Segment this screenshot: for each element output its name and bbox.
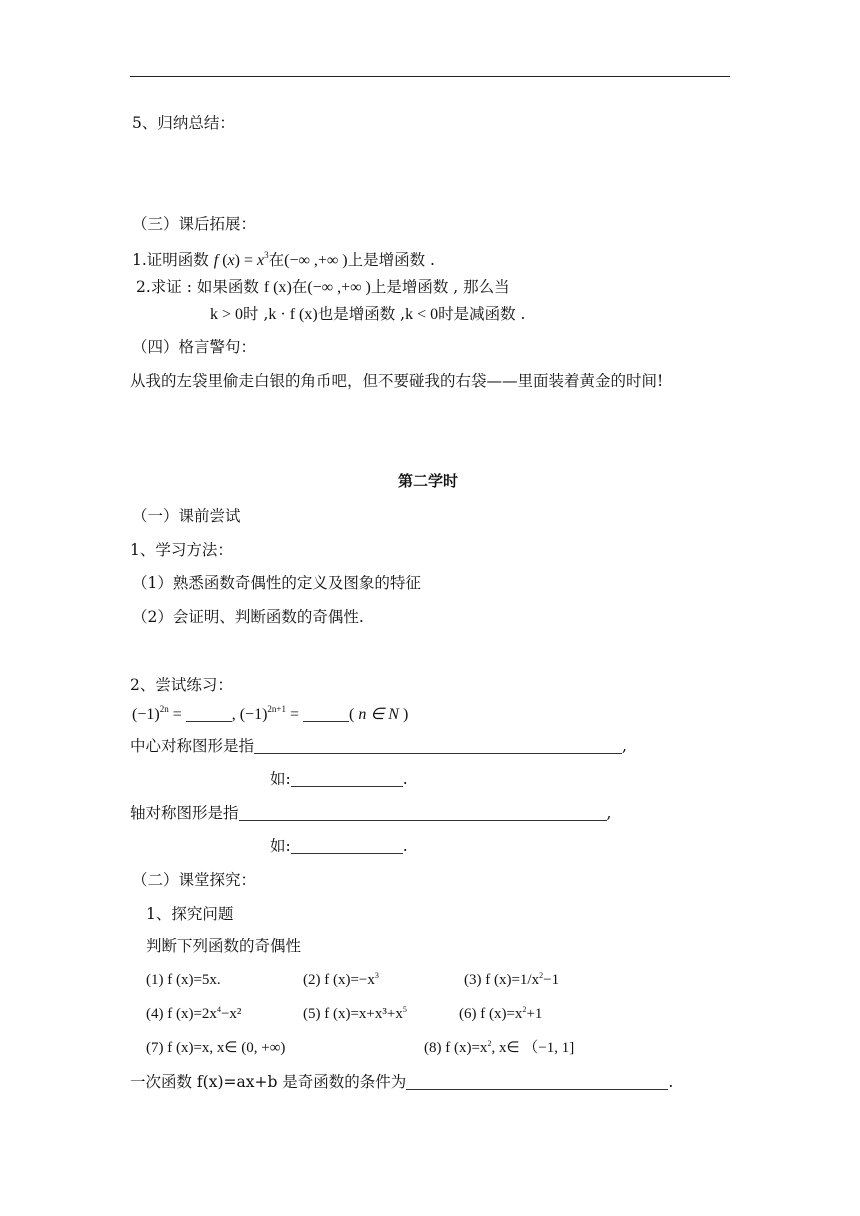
motto-heading: （四）格言警句：	[132, 338, 257, 356]
p2-on: 在	[291, 278, 308, 296]
k-negative: k < 0	[405, 306, 439, 323]
p3-mid1: 时 ,	[243, 305, 269, 323]
function-item-3: (3) f $(x)=1/x^2-1$	[464, 971, 560, 988]
p2-interval: (−∞ ,+∞ )	[307, 279, 371, 296]
p2-prefix: 2.求证 : 如果函数	[136, 278, 259, 296]
extension-problem-2-cont	[210, 304, 525, 325]
p1-prefix: 1.证明函数	[132, 251, 209, 269]
p1-interval: (−∞ ,+∞ )	[284, 252, 348, 269]
central-blank[interactable]	[254, 739, 622, 754]
practice-heading: 2、尝试练习：	[130, 676, 233, 694]
central-example-line: 如: .	[270, 770, 408, 788]
power-1: $(-1)^{2n}$ =	[132, 704, 186, 723]
n-in-N: n ∈ N	[358, 706, 399, 723]
axial-label: 轴对称图形是指	[130, 804, 239, 822]
linear-text: 一次函数 f(x)=ax+b 是奇函数的条件为	[130, 1073, 407, 1091]
linear-function-question: 一次函数 f(x)=ax+b 是奇函数的条件为 .	[130, 1073, 674, 1091]
function-item-1: (1) f (x)=5x.	[146, 972, 221, 988]
p1-suffix: 上是增函数 .	[347, 251, 435, 269]
power-2-blank[interactable]	[303, 707, 349, 722]
method-heading: 1、学习方法：	[130, 541, 233, 559]
extension-heading: （三）课后拓展：	[132, 215, 257, 233]
function-item-4: (4) f $(x)=2x^4-x^2$	[146, 1005, 242, 1022]
axial-symmetry-line: 轴对称图形是指 ,	[130, 804, 612, 822]
p2-suffix: 上是增函数 , 那么当	[370, 278, 510, 296]
extension-problem-1	[132, 250, 435, 271]
central-example-blank[interactable]	[291, 772, 403, 787]
motto-text: 从我的左袋里偷走白银的角币吧，但不要碰我的右袋——里面装着黄金的时间!	[130, 372, 664, 390]
summary-heading: 5、归纳总结：	[132, 114, 235, 132]
class-heading: （二）课堂探究：	[132, 871, 257, 889]
function-item-5: (5) f $(x)=x+x^3+x^5$	[303, 1005, 407, 1022]
explore-prompt: 判断下列函数的奇偶性	[146, 937, 302, 955]
method-item-1: （1）熟悉函数奇偶性的定义及图象的特征	[132, 574, 421, 592]
axial-example-line: 如: .	[270, 837, 408, 855]
p1-on: 在	[268, 251, 285, 269]
function-item-6: (6) f $(x)=x^2+1$	[459, 1005, 543, 1022]
central-symmetry-line: 中心对称图形是指 ,	[130, 737, 627, 755]
p3-mid2: 也是增函数 ,	[317, 305, 406, 323]
central-label: 中心对称图形是指	[130, 737, 255, 755]
p2-fx: f (x)	[263, 279, 292, 296]
power-1-blank[interactable]	[186, 707, 232, 722]
header-rule	[130, 76, 730, 77]
function-item-7: (7) f (x)=x, x∈ (0, +∞)	[146, 1040, 286, 1056]
axial-blank[interactable]	[239, 806, 607, 821]
power-2: $(-1)^{2n+1}$ =	[239, 704, 304, 723]
p3-end: 时是减函数 .	[438, 305, 526, 323]
lesson2-title: 第二学时	[398, 472, 459, 490]
linear-blank[interactable]	[406, 1075, 668, 1090]
central-example-label: 如:	[270, 770, 291, 788]
function-item-8: (8) f $(x)=x^2$, x∈ （−1, 1]	[424, 1039, 575, 1056]
k-positive: k > 0	[210, 306, 244, 323]
axial-example-blank[interactable]	[291, 839, 403, 854]
method-item-2: （2）会证明、判断函数的奇偶性.	[132, 608, 364, 626]
power-exercise: $(-1)^{2n}$ = , $(-1)^{2n+1}$ = ( n ∈ N )	[132, 704, 409, 723]
function-item-2: (2) f $(x)=-x^3$	[303, 971, 379, 988]
p1-equation: f $(x) = x^3$	[213, 250, 269, 269]
pre-heading: （一）课前尝试	[132, 507, 241, 525]
extension-problem-2	[136, 277, 510, 298]
k-fx: k · f (x)	[268, 306, 318, 323]
axial-example-label: 如:	[270, 837, 291, 855]
explore-heading: 1、探究问题	[146, 905, 234, 923]
